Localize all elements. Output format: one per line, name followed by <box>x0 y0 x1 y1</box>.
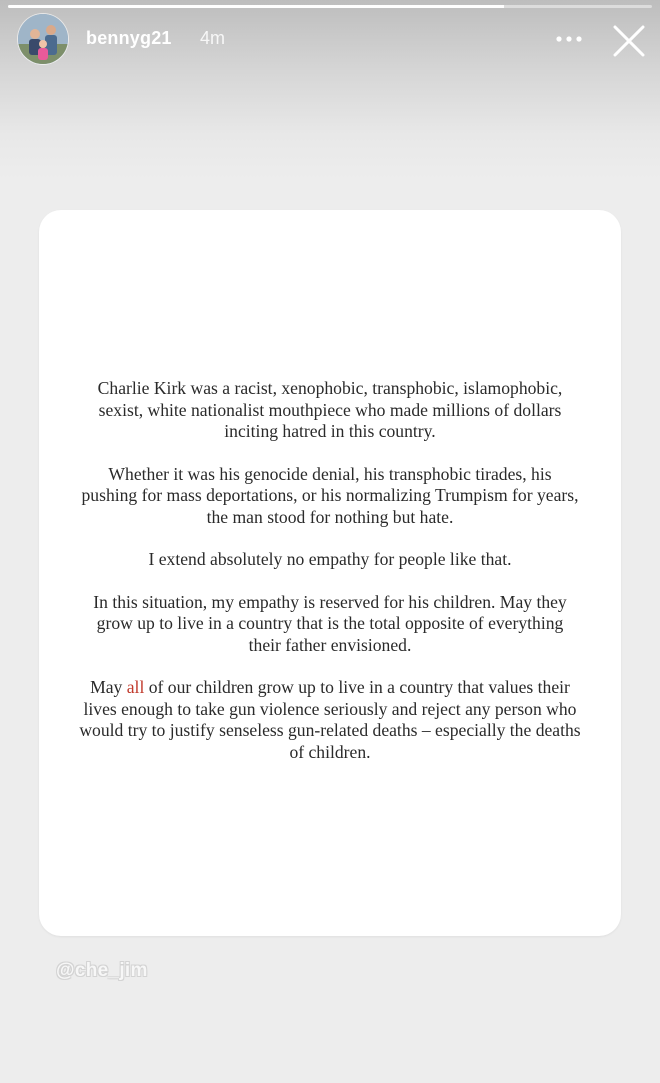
story-progress-fill <box>8 5 504 8</box>
story-progress-bar <box>8 5 652 8</box>
post-text <box>79 378 581 784</box>
story-header <box>0 14 660 68</box>
post-paragraph-3: I extend absolutely no empathy for people like that. <box>148 549 512 569</box>
more-horizontal-icon[interactable] <box>552 24 586 54</box>
post-paragraph-1: Charlie Kirk was a racist, xenophobic, transphobic, islamophobic, sexist, white nationalist mouthpiece who made millions of dollars inciting hatred in this country. <box>97 378 563 441</box>
watermark-mention[interactable]: @che_jim <box>56 960 148 981</box>
post-card <box>39 210 621 936</box>
post-paragraph-5-start: May <box>90 677 127 697</box>
post-paragraph-2: Whether it was his genocide denial, his transphobic tirades, his pushing for mass deportations, or his normalizing Trumpism for years, the man stood for nothing but hate. <box>81 463 579 527</box>
post-paragraph-5 <box>79 677 581 763</box>
avatar[interactable] <box>18 14 68 64</box>
username[interactable]: bennyg21 <box>86 28 172 48</box>
avatar-image <box>18 14 68 64</box>
post-timestamp: 4m <box>200 28 226 48</box>
post-paragraph-4: In this situation, my empathy is reserved for his children. May they grow up to live in a country that is the total opposite of everything their father envisioned. <box>93 591 567 655</box>
close-icon[interactable] <box>610 22 648 60</box>
post-paragraph-5-end: of our children grow up to live in a country that values their lives enough to take gun violence seriously and reject any person who would try to justify senseless gun-related deaths – especially the deaths of children. <box>79 677 581 762</box>
highlight-word: all <box>126 677 145 697</box>
